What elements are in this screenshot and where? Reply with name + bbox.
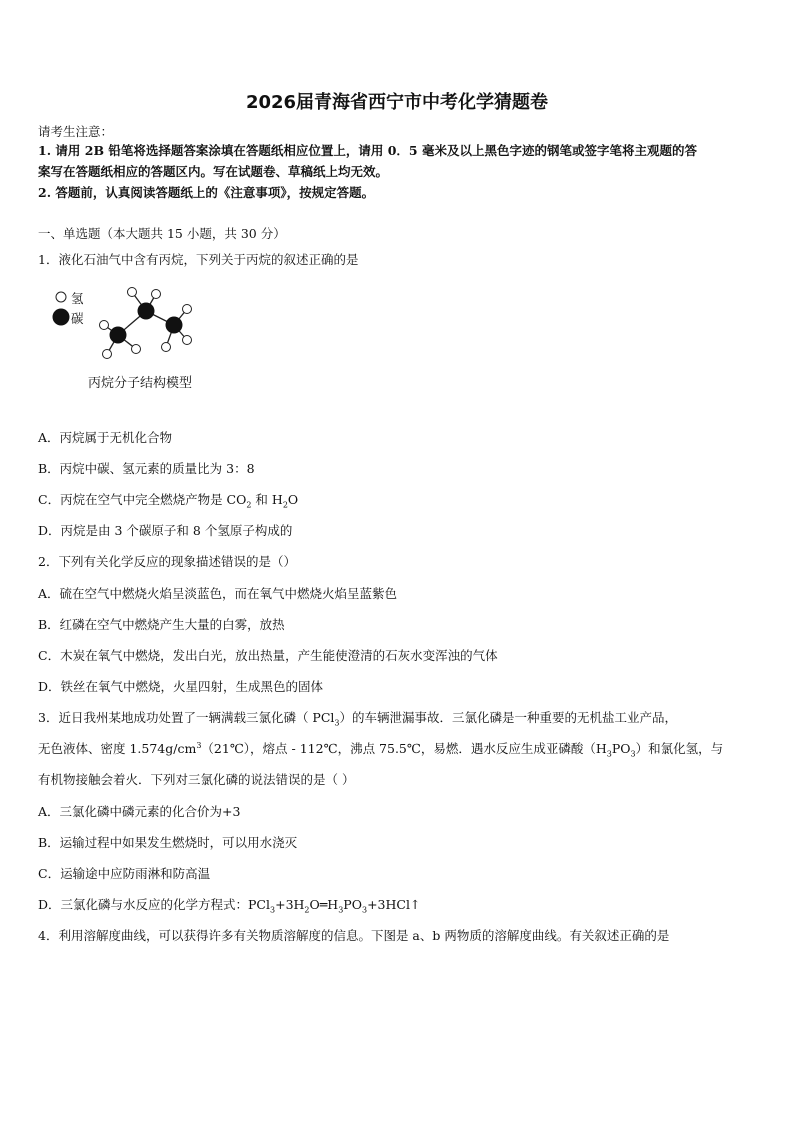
q2-option-d: D．铁丝在氧气中燃烧，火星四射，生成黑色的固体 [38, 679, 324, 694]
carbon-atom [110, 327, 127, 344]
question-4-stem: 4．利用溶解度曲线，可以获得许多有关物质溶解度的信息。下图是 a、b 两物质的溶解度曲线。有关叙述正确的是 [38, 928, 670, 943]
q2-option-b: B．红磷在空气中燃烧产生大量的白雾，放热 [38, 617, 285, 632]
hydrogen-atom [162, 343, 171, 352]
q3-option-d: D．三氯化磷与水反应的化学方程式：$PCl_3+3H_2O═H_3PO_3+3HCl↑$ [38, 897, 421, 915]
section-heading: 一、单选题（本大题共 15 小题，共 30 分） [38, 226, 286, 241]
carbon-atom [138, 303, 155, 320]
hydrogen-atom [103, 350, 112, 359]
carbon-atom [166, 317, 183, 334]
carbon-legend-marker [53, 309, 70, 326]
figure-caption: 丙烷分子结构模型 [88, 376, 193, 391]
question-3-line-2: 无色液体、密度 $1.574g/cm^3(21℃)$，熔点 - 112℃，沸点 75.5℃，易燃．遇水反应生成亚磷酸$(H_3PO_3)$和氯化氢，与 [38, 740, 724, 759]
q1-option-b: B．丙烷中碳、氢元素的质量比为 3：8 [38, 461, 255, 476]
hydrogen-legend-marker [56, 292, 66, 302]
q2-option-c: C．木炭在氧气中燃烧，发出白光，放出热量，产生能使澄清的石灰水变浑浊的气体 [38, 648, 498, 663]
question-1-stem: 1．液化石油气中含有丙烷，下列关于丙烷的叙述正确的是 [38, 252, 359, 267]
hydrogen-atom [183, 336, 192, 345]
q3-option-a: A．三氯化磷中磷元素的化合价为+3 [38, 804, 241, 819]
page-title: 2026届青海省西宁市中考化学猜题卷 [245, 92, 549, 113]
legend-hydrogen-label: 氢 [71, 291, 84, 306]
hydrogen-atom [183, 305, 192, 314]
question-3-line-1: 3．近日我州某地成功处置了一辆满载三氯化磷（ PCl$_3$）的车辆泄漏事故．三氯化磷是一种重要的无机盐工业产品， [38, 710, 678, 728]
hydrogen-atom [152, 290, 161, 299]
notice-item-2: 2. 答题前，认真阅读答题纸上的《注意事项》，按规定答题。 [38, 185, 375, 200]
question-3-line-3: 有机物接触会着火．下列对三氯化磷的说法错误的是（ ） [38, 772, 355, 787]
hydrogen-atom [132, 345, 141, 354]
q1-option-a: A．丙烷属于无机化合物 [38, 430, 173, 445]
question-2-stem: 2．下列有关化学反应的现象描述错误的是（） [38, 554, 296, 569]
legend-carbon-label: 碳 [71, 311, 84, 326]
hydrogen-atom [128, 288, 137, 297]
notice-item-1-cont: 案写在答题纸相应的答题区内。写在试题卷、草稿纸上均无效。 [38, 164, 389, 179]
q1-option-c: C．丙烷在空气中完全燃烧产物是 $CO_2$ 和 $H_2O$ [38, 492, 299, 510]
hydrogen-atom [100, 321, 109, 330]
q3-option-c: C．运输途中应防雨淋和防高温 [38, 866, 211, 881]
notice-heading: 请考生注意： [38, 124, 114, 139]
q2-option-a: A．硫在空气中燃烧火焰呈淡蓝色，而在氧气中燃烧火焰呈蓝紫色 [38, 586, 398, 601]
notice-item-1: 1. 请用 2B 铅笔将选择题答案涂填在答题纸相应位置上，请用 0．5 毫米及以上黑色字迹的钢笔或签字笔将主观题的答 [38, 143, 697, 158]
q1-option-d: D．丙烷是由 3 个碳原子和 8 个氢原子构成的 [38, 523, 293, 538]
q3-option-b: B．运输过程中如果发生燃烧时，可以用水浇灭 [38, 835, 298, 850]
